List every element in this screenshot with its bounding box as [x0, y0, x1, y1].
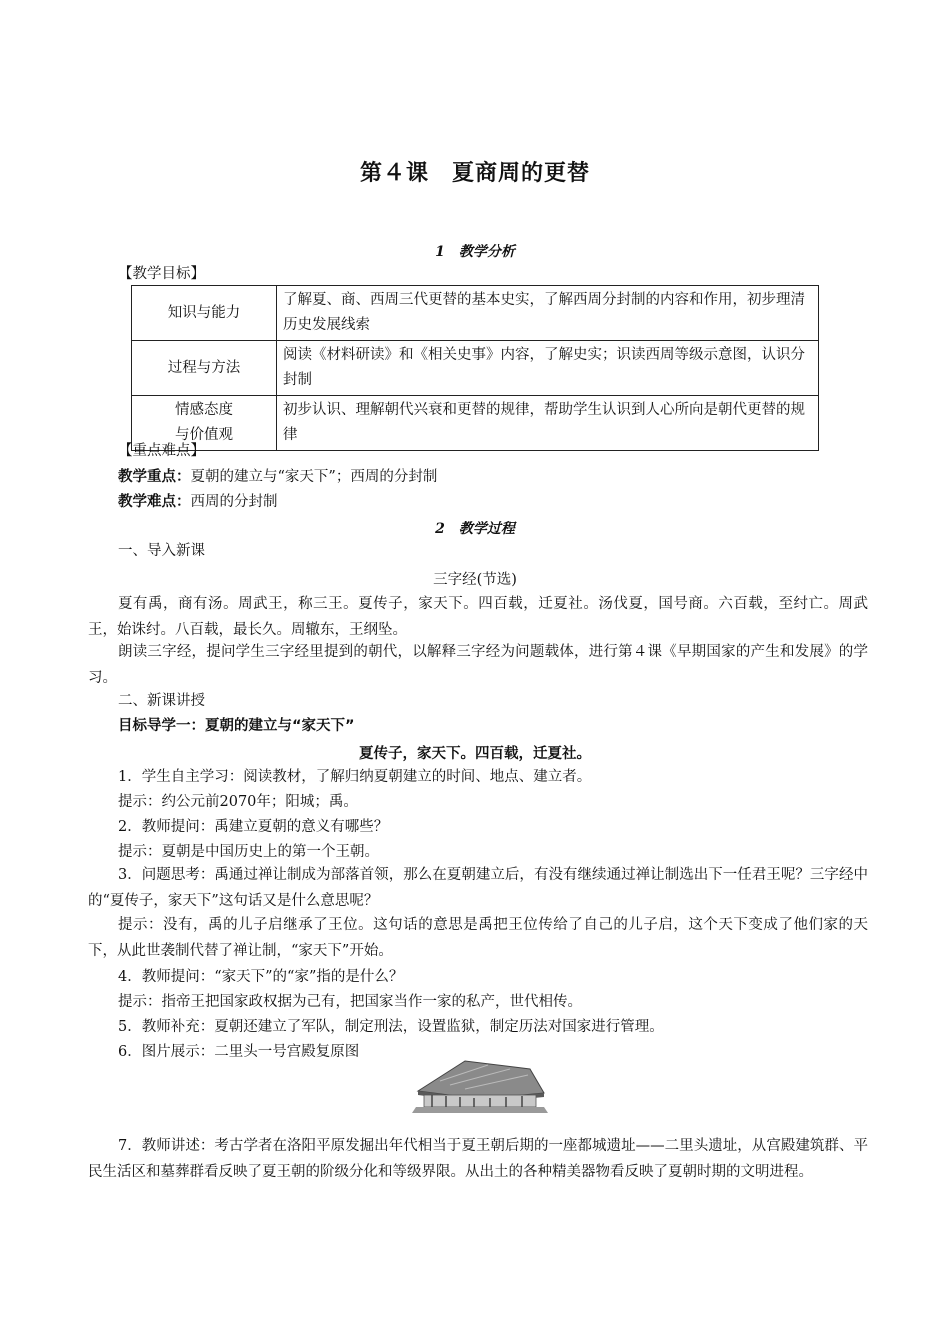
page-title: 第４课 夏商周的更替	[359, 161, 590, 186]
palace-illustration	[410, 1055, 550, 1115]
objective-value: 了解夏、商、西周三代更替的基本史实，了解西周分封制的内容和作用，初步理清历史发展线索	[277, 286, 819, 341]
item-1-hint: 提示：约公元前2070年；阳城；禹。	[118, 794, 358, 810]
objective-key-line1: 情感态度	[175, 402, 233, 418]
section-heading-process: 2 教学过程	[435, 521, 515, 537]
sanzijing-text: 夏有禹，商有汤。周武王，称三王。夏传子，家天下。四百载，迁夏社。汤伐夏，国号商。六百载，至纣亡。周武王，始诛纣。八百载，最长久。周辙东，王纲坠。	[88, 596, 868, 638]
objective-key: 过程与方法	[132, 341, 277, 396]
sanzijing-title: 三字经(节选)	[433, 572, 517, 588]
item-6: 6．图片展示：二里头一号宫殿复原图	[118, 1044, 360, 1060]
difficulty-label: 教学难点：	[118, 494, 191, 510]
item-4: 4．教师提问：“家天下”的“家”指的是什么？	[118, 969, 404, 985]
intro-heading: 一、导入新课	[118, 543, 205, 559]
objectives-label: 【教学目标】	[118, 266, 205, 282]
key-point-text: 夏朝的建立与“家天下”；西周的分封制	[190, 469, 438, 485]
new-lesson-heading: 二、新课讲授	[118, 693, 205, 709]
keypoints-label: 【重点难点】	[118, 443, 205, 459]
intro-paragraph: 朗读三字经，提问学生三字经里提到的朝代，以解释三字经为问题载体，进行第４课《早期国家的产生和发展》的学习。	[88, 644, 868, 686]
objective-value: 初步认识、理解朝代兴衰和更替的规律，帮助学生认识到人心所向是朝代更替的规律	[277, 396, 819, 451]
key-point-label: 教学重点：	[118, 469, 191, 485]
goal1-heading: 目标导学一：夏朝的建立与“家天下”	[118, 718, 355, 734]
goal1-quote: 夏传子，家天下。四百载，迁夏社。	[359, 746, 591, 762]
objective-key-line2: 与价值观	[175, 427, 233, 443]
difficulty-text: 西周的分封制	[190, 494, 278, 510]
objectives-table	[131, 285, 819, 451]
difficulty-line	[118, 492, 868, 512]
table-row	[132, 286, 819, 341]
objective-value: 阅读《材料研读》和《相关史事》内容，了解史实；识读西周等级示意图，认识分封制	[277, 341, 819, 396]
palace-reconstruction-image	[410, 1055, 550, 1115]
table-row	[132, 341, 819, 396]
item-5: 5．教师补充：夏朝还建立了军队，制定刑法，设置监狱，制定历法对国家进行管理。	[118, 1019, 664, 1035]
item-7: 7．教师讲述：考古学者在洛阳平原发掘出年代相当于夏王朝后期的一座都城遗址——二里头遗址，从宫殿建筑群、平民生活区和墓葬群看反映了夏王朝的阶级分化和等级界限。从出土的各种精美器物看反映了夏朝时期的文明进程。	[88, 1138, 868, 1180]
objective-key: 知识与能力	[132, 286, 277, 341]
item-4-hint: 提示：指帝王把国家政权据为己有，把国家当作一家的私产，世代相传。	[118, 994, 582, 1010]
section-heading-analysis: 1 教学分析	[435, 244, 515, 260]
key-point-line	[118, 467, 868, 487]
item-2-hint: 提示：夏朝是中国历史上的第一个王朝。	[118, 844, 379, 860]
item-3-hint: 提示：没有，禹的儿子启继承了王位。这句话的意思是禹把王位传给了自己的儿子启，这个天下变成了他们家的天下，从此世袭制代替了禅让制，“家天下”开始。	[88, 917, 868, 959]
item-2: 2．教师提问：禹建立夏朝的意义有哪些？	[118, 819, 389, 835]
item-3: 3．问题思考：禹通过禅让制成为部落首领，那么在夏朝建立后，有没有继续通过禅让制选出下一任君王呢？三字经中的“夏传子，家天下”这句话又是什么意思呢？	[88, 867, 868, 909]
item-1: 1．学生自主学习：阅读教材，了解归纳夏朝建立的时间、地点、建立者。	[118, 769, 592, 785]
